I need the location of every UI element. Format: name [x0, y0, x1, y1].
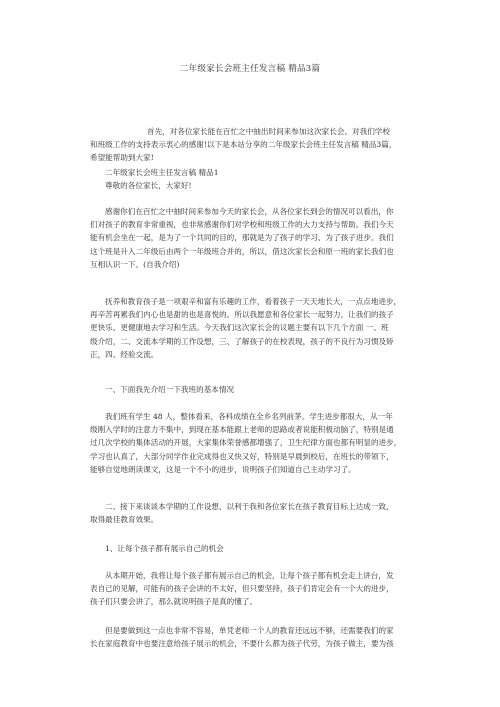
- paragraph-line: 学习也认真了，大部分同学作业完成得也又快又好，特别是早晨到校后，在班长的带领下，: [90, 451, 394, 461]
- paragraph-line: 级刚入学时的注意力不集中，到现在基本能跟上老师的思路或者说能积极动脑了，特别是通: [90, 425, 394, 435]
- paragraph-line: 级介绍，二、交流本学期的工作设想，三、了解孩子的在校表现，孩子的不良行为习惯及矫: [90, 336, 394, 346]
- paragraph-line: 这个班是升入二年级后由两个一年级班合并的，所以，借这次家长会和原一班的家长我们也: [90, 246, 394, 256]
- paragraph-line: 能有机会坐在一起，是为了一个共同的目的，那就是为了孩子的学习、为了孩子进步。我们: [90, 233, 394, 243]
- heading-1: 一、下面我先介绍一下我班的基本情况: [105, 385, 235, 394]
- paragraph-line: 我们班有学生 48 人，整体看来，各科成绩在全乡名列前茅。学生进步都很大，从一年: [105, 412, 393, 421]
- paragraph-line: 能够自觉地朗读课文，这是一个不小的进步，说明孩子们知道自己主动学习了。: [90, 464, 356, 474]
- paragraph-line: 但是要做到这一点也非常不容易，单凭老师一个人的教育还远远不够，还需要我们的家: [105, 626, 394, 635]
- document-title: 二年级家长会班主任发言稿 精品3篇: [179, 64, 321, 74]
- paragraph-line: 孩子们只要会讲了，那么就说明孩子是真的懂了。: [90, 597, 258, 607]
- paragraph-line: 更快乐、更健康地去学习和生活。今天我们这次家长会的议题主要有以下几个方面 一、班: [90, 323, 389, 333]
- paragraph-line: 从本期开始，我将让每个孩子都有展示自己的机会，让每个孩子都有机会走上讲台，发: [105, 571, 394, 580]
- paragraph-line: 长在家庭教育中也要注意给孩子展示的机会，不要什么都为孩子代劳，为孩子做主，要为孩: [90, 639, 394, 649]
- paragraph-line: 正，四、经验交流。: [90, 349, 159, 359]
- paragraph-4: [90, 569, 408, 609]
- intro-paragraph: [90, 125, 408, 165]
- paragraph-line: 过几次学校的集体活动的开展，大家集体荣誉感都增强了，卫生纪律方面也都有明显的进步，: [90, 438, 402, 448]
- paragraph-line: 表自己的见解，可能有的孩子会讲的不太好，但只要坚持，孩子们肯定会有一个大的进步，: [90, 584, 394, 594]
- section-title: 二年级家长会班主任发言稿 精品1: [105, 168, 219, 177]
- paragraph-line: 互相认识一下。(自我介绍): [90, 259, 180, 269]
- paragraph-line: 抚养和教育孩子是一项艰辛和富有乐趣的工作，看着孩子一天天地长大，一点点地进步，: [105, 297, 402, 306]
- paragraph-2: [90, 295, 408, 361]
- paragraph-3: [90, 410, 408, 476]
- intro-line: 首先，对各位家长能在百忙之中抽出时间来参加这次家长会、对我们学校: [147, 127, 390, 136]
- paragraph-line: 们对孩子的教育非常重视，也非常感谢你们对学校和班级工作的大力支持与帮助。我们今天: [90, 220, 394, 230]
- intro-line: 希望能帮助到大家!: [90, 153, 154, 163]
- paragraph-line: 感谢你们在百忙之中抽时间来参加今天的家长会，从各位家长到会的情况可以看出，你: [105, 207, 394, 216]
- paragraph-line: 再辛苦再累我们内心也是甜的也是喜悦的。所以我愿意和各位家长一起努力，让我们的孩子: [90, 310, 394, 320]
- greeting: 尊敬的各位家长，大家好!: [105, 181, 192, 190]
- paragraph-5: [90, 624, 408, 650]
- paragraph-1: [90, 205, 408, 271]
- intro-line: 和班级工作的支持表示衷心的感谢!以下是本站分享的二年级家长会班主任发言稿 精品3篇，: [90, 140, 397, 150]
- subheading-1: 1、让每个孩子都有展示自己的机会: [105, 544, 224, 553]
- heading-2: 二、接下来谈谈本学期的工作设想，以利于我和各位家长在孩子教育目标上达成一致， 取得最佳教育效果。: [90, 502, 394, 525]
